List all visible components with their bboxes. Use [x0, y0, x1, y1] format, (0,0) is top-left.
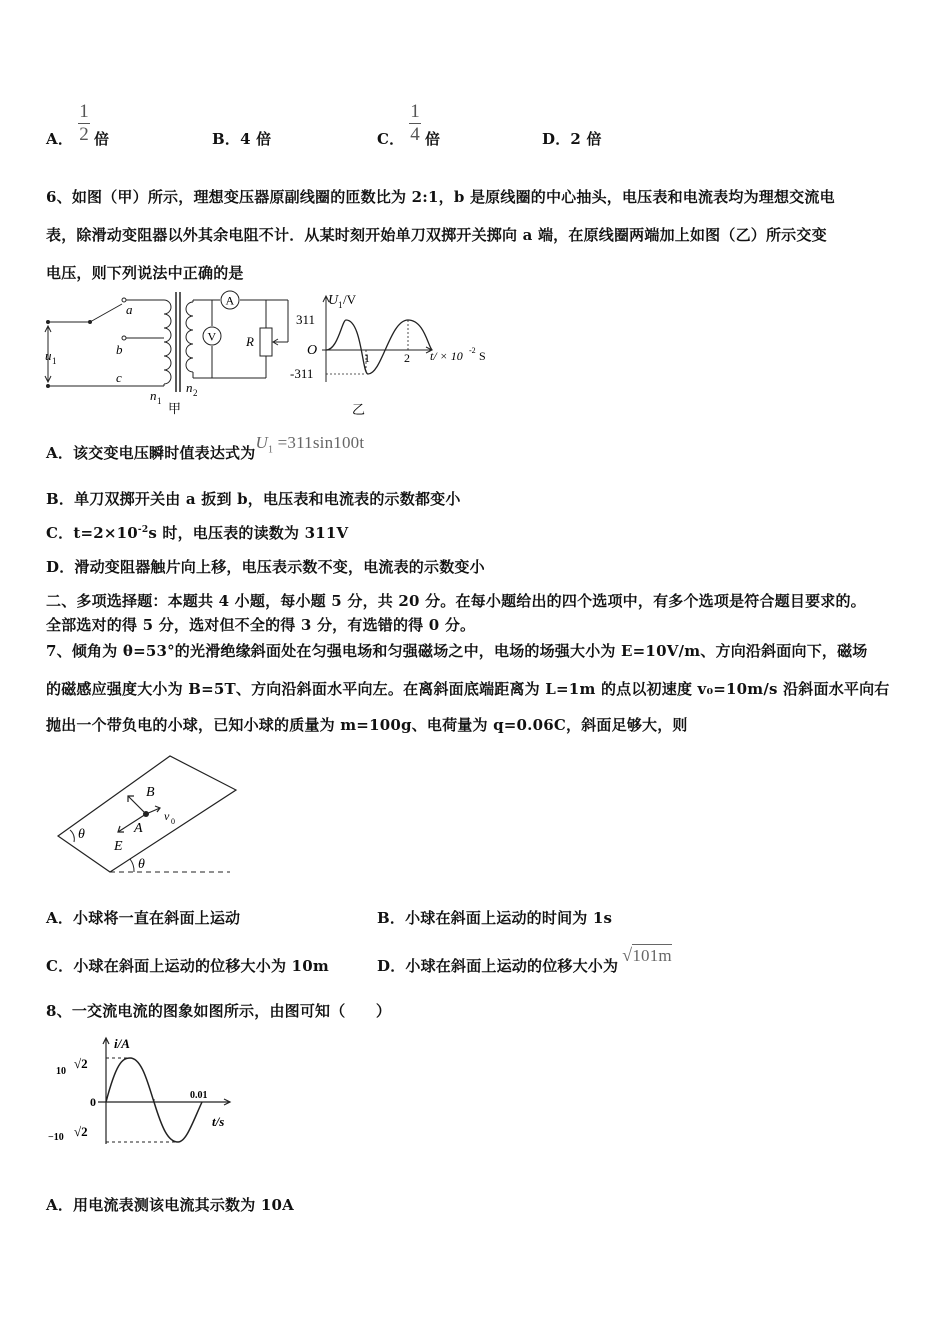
- resistor-label: R: [246, 334, 254, 349]
- graph-current-ymax-root: √2: [74, 1056, 88, 1071]
- q6-option-b: B．单刀双掷开关由 a 扳到 b，电压表和电流表的示数都变小: [46, 490, 461, 508]
- switch-terminal-a-label: a: [126, 302, 133, 317]
- secondary-turns-label: n: [186, 380, 193, 395]
- graph-tick-1: 1: [364, 351, 370, 365]
- voltage-waveform-graph: [282, 290, 492, 418]
- transformer-circuit-figure: [40, 288, 300, 416]
- graph-ymax-label: 311: [296, 312, 316, 327]
- graph-ylabel-unit: /V: [343, 292, 356, 307]
- graph-current-ymin: −10: [48, 1132, 64, 1143]
- graph-tick-2: 2: [404, 351, 410, 365]
- input-voltage-subscript: 1: [52, 356, 57, 366]
- q7-option-b: B．小球在斜面上运动的时间为 1s: [377, 909, 613, 927]
- graph-xlabel-exponent: -2: [469, 346, 476, 355]
- primary-turns-subscript: 1: [157, 396, 162, 406]
- q7-stem-line-2: 的磁感应强度大小为 B=5T、方向沿斜面水平向左。在离斜面底端距离为 L=1m 的点以初速度 v₀=10m/s 沿斜面水平向右: [46, 680, 890, 698]
- input-voltage-label: u: [45, 348, 52, 363]
- inclined-plane-figure: [50, 750, 250, 880]
- q8-option-a: A．用电流表测该电流其示数为 10A: [46, 1196, 294, 1214]
- q5-option-c-fraction: 1 4: [410, 101, 420, 145]
- voltage-sine-curve: [326, 320, 432, 374]
- voltmeter-label: V: [207, 329, 217, 344]
- angle-theta-label-1: θ: [78, 827, 85, 842]
- figure-yi-caption: 乙: [352, 402, 366, 417]
- q5-option-a-fraction: 1 2: [79, 101, 89, 145]
- terminal-c-label: c: [116, 370, 122, 385]
- q5-option-d: D．2 倍: [542, 130, 602, 148]
- q6-option-d: D．滑动变阻器触片向上移，电压表示数不变，电流表的示数变小: [46, 558, 485, 576]
- initial-velocity-label: v: [164, 809, 170, 823]
- point-a-label: A: [134, 821, 143, 836]
- magnetic-field-label: B: [146, 785, 155, 800]
- primary-turns-label: n: [150, 388, 157, 403]
- q5-option-a-suffix: 倍: [94, 130, 110, 148]
- ammeter-label: A: [225, 293, 235, 308]
- graph-xlabel: t/ × 10: [430, 349, 463, 363]
- q6-stem-line-1: 6、如图（甲）所示，理想变压器原副线圈的匝数比为 2:1，b 是原线圈的中心抽头，电压表和电流表均为理想交流电: [46, 188, 835, 206]
- section-2-instructions-line-2: 全部选对的得 5 分，选对但不全的得 3 分，有选错的得 0 分。: [46, 616, 476, 634]
- center-tap-b-label: b: [116, 342, 123, 357]
- electric-field-label: E: [114, 839, 123, 854]
- figure-jia-caption: 甲: [168, 401, 182, 416]
- graph-xlabel-unit: S: [479, 349, 486, 363]
- section-2-instructions-line-1: 二、多项选择题：本题共 4 小题，每小题 5 分，共 20 分。在每小题给出的四个选项中，有多个选项是符合题目要求的。: [46, 592, 866, 610]
- current-waveform-graph: [44, 1034, 244, 1154]
- q5-option-b: B．4 倍: [212, 130, 272, 148]
- q6-stem-line-3: 电压，则下列说法中正确的是: [46, 264, 244, 282]
- graph-ymin-label: -311: [290, 366, 314, 381]
- q6-option-a: A．该交变电压瞬时值表达式为$U_1 =311\sin 100t$: [46, 433, 365, 462]
- q6-stem-line-2: 表，除滑动变阻器以外其余电阻不计．从某时刻开始单刀双掷开关掷向 a 端，在原线圈两端加上如图（乙）所示交变: [46, 226, 827, 244]
- q7-stem-line-3: 抛出一个带负电的小球，已知小球的质量为 m=100g、电荷量为 q=0.06C，斜面足够大，则: [46, 716, 688, 734]
- secondary-turns-subscript: 2: [193, 388, 198, 398]
- graph-current-ylabel: i/A: [114, 1036, 130, 1051]
- graph-ylabel-subscript: 1: [338, 300, 343, 310]
- q7-option-a: A．小球将一直在斜面上运动: [46, 909, 241, 927]
- graph-current-origin: 0: [90, 1095, 96, 1109]
- q5-option-a-label: A．: [46, 130, 74, 148]
- graph-current-ymax: 10: [56, 1066, 66, 1077]
- initial-velocity-subscript: 0: [171, 817, 175, 826]
- graph-current-time-mark: 0.01: [190, 1090, 208, 1101]
- q6-option-c: C．$t=2\times 10^{-2}s$ 时，电压表的读数为 311V: [46, 524, 349, 542]
- q5-option-c-suffix: 倍: [425, 130, 441, 148]
- q8-stem: 8、一交流电流的图象如图所示，由图可知（ ）: [46, 1002, 392, 1020]
- graph-ylabel: U: [328, 293, 339, 308]
- graph-current-xlabel: t/s: [212, 1114, 225, 1129]
- graph-current-ymin-root: √2: [74, 1124, 88, 1139]
- angle-theta-label-2: θ: [138, 857, 145, 872]
- q7-option-c: C．小球在斜面上运动的位移大小为 10m: [46, 957, 329, 975]
- q7-stem-line-1: 7、倾角为 θ=53°的光滑绝缘斜面处在匀强电场和匀强磁场之中，电场的场强大小为 E=10V/m、方向沿斜面向下，磁场: [46, 642, 868, 660]
- q5-option-c-label: C．: [377, 130, 405, 148]
- q7-option-d: D．小球在斜面上运动的位移大小为√101m: [377, 945, 672, 975]
- graph-origin-label: O: [307, 343, 318, 358]
